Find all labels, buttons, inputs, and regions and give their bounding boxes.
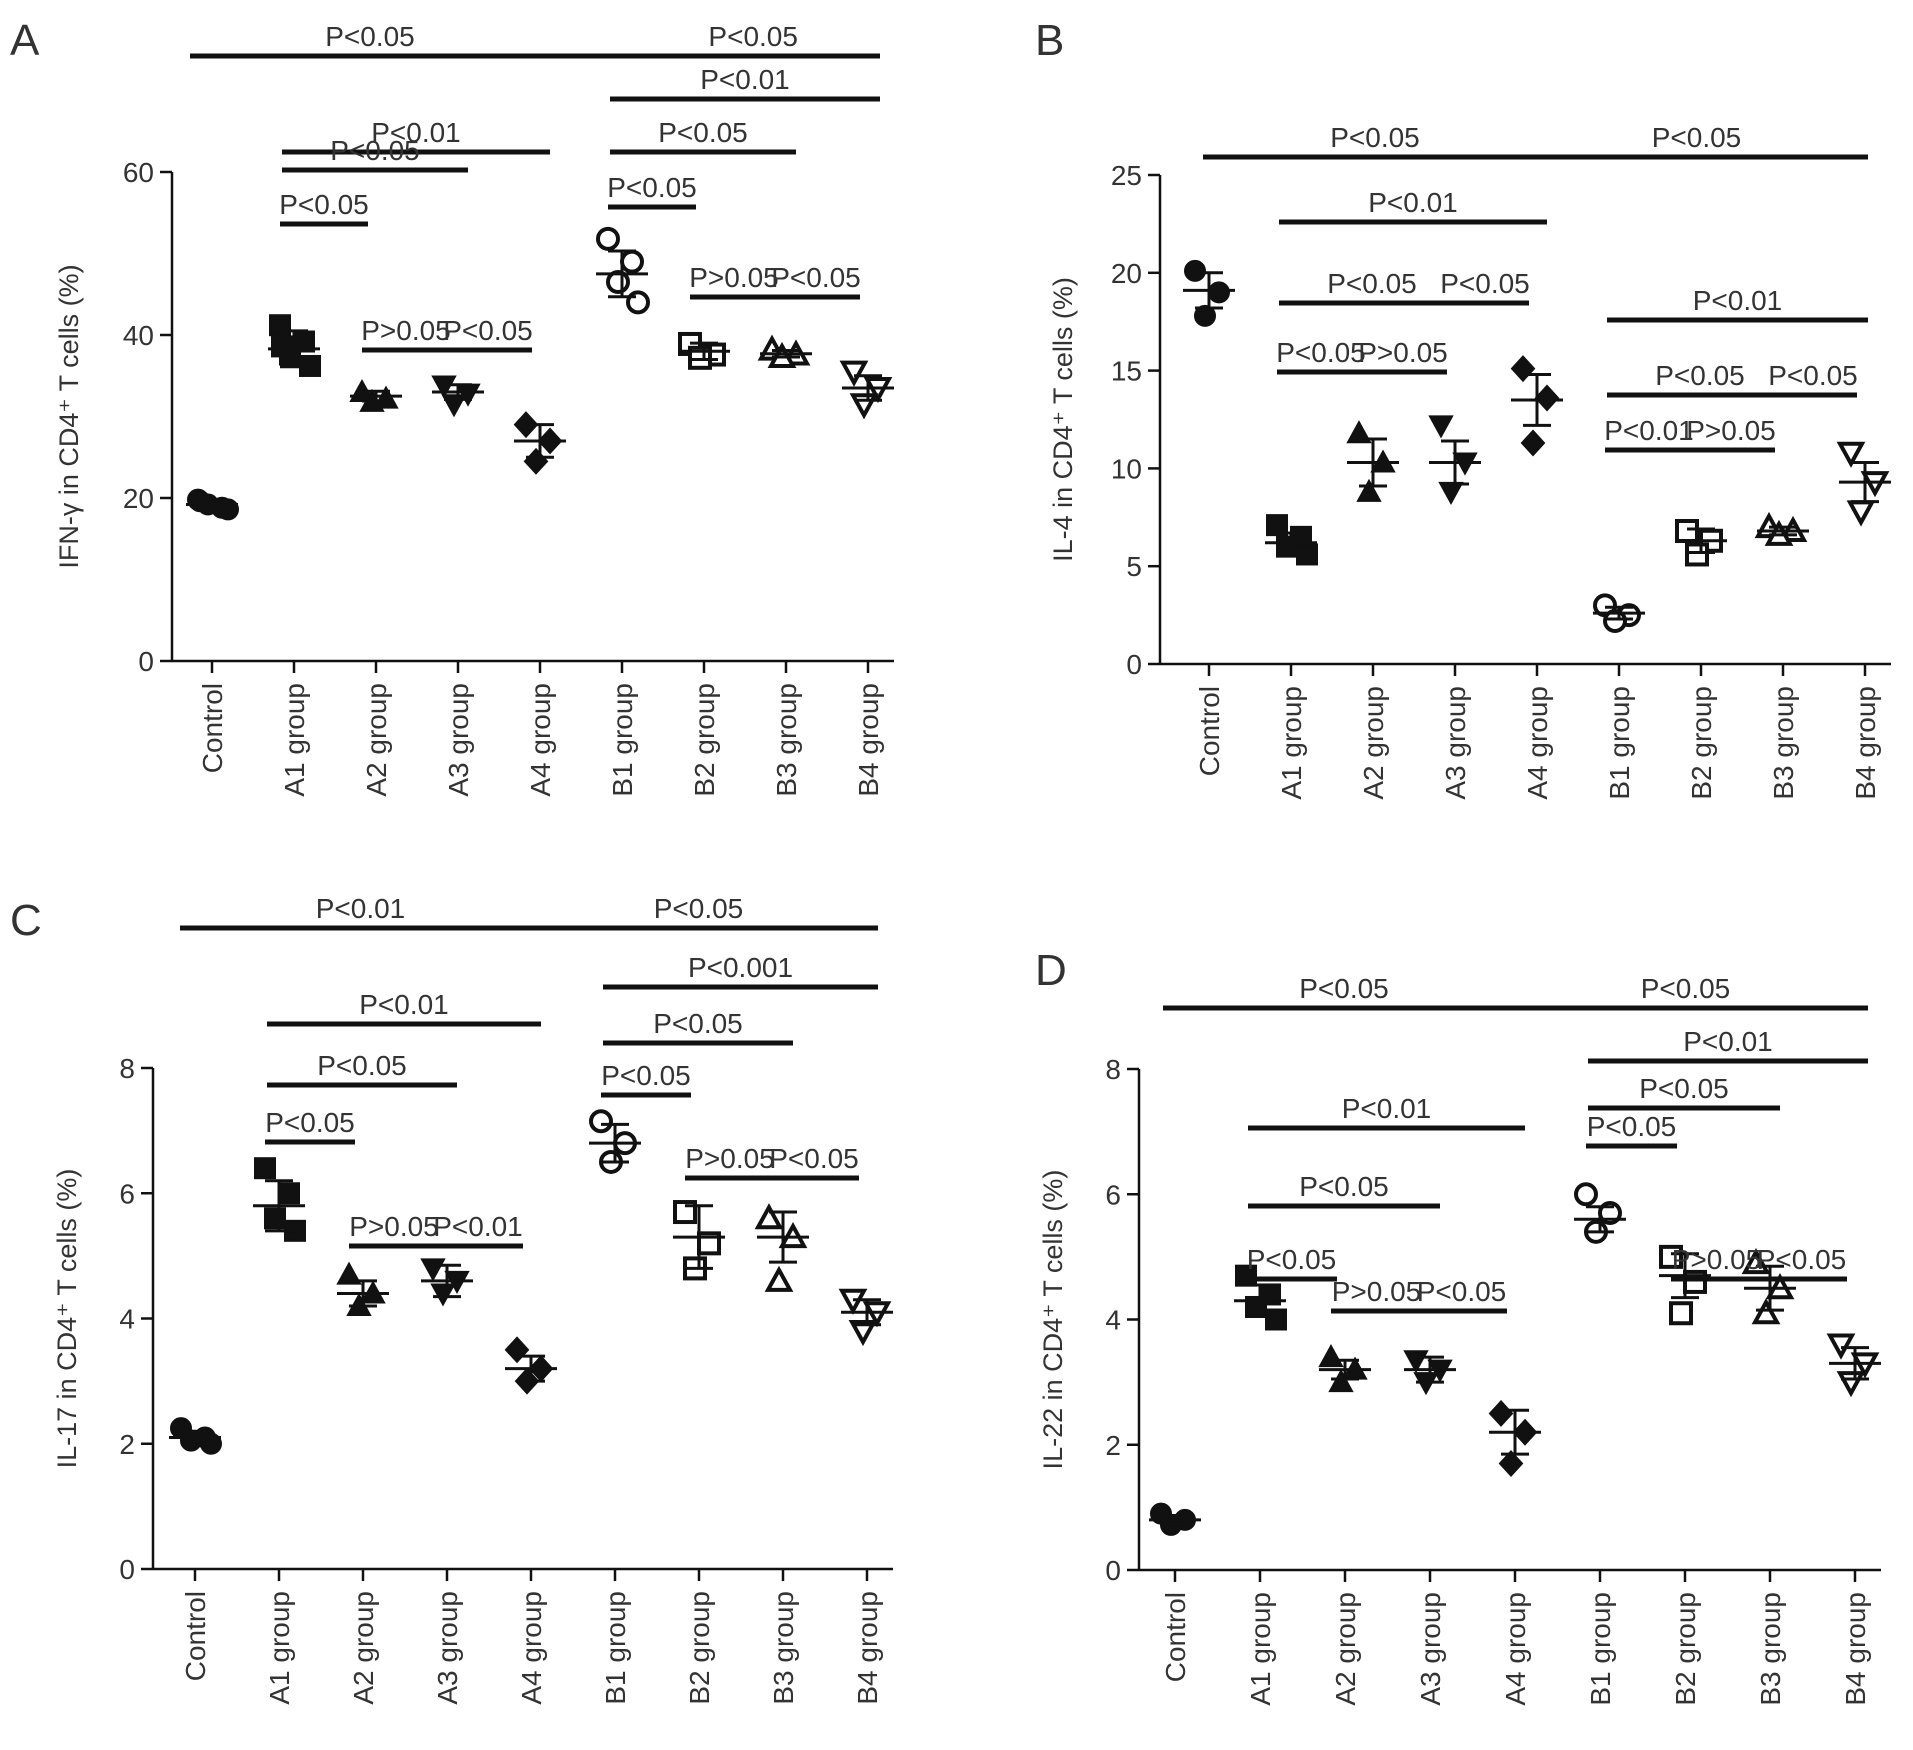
data-point	[1266, 1310, 1286, 1330]
significance-label: P<0.05	[653, 1008, 743, 1039]
significance-label: P>0.05	[361, 315, 451, 346]
panel-a	[10, 16, 894, 797]
group-2	[1265, 515, 1317, 564]
data-point	[279, 1183, 299, 1203]
x-category-label: A3 group	[1415, 1592, 1446, 1706]
x-category-label: B3 group	[1755, 1592, 1786, 1706]
group-9	[841, 1291, 893, 1342]
y-tick-label: 8	[1105, 1054, 1121, 1085]
significance-label: P<0.05	[1639, 1073, 1729, 1104]
significance-label: P<0.05	[1276, 337, 1366, 368]
x-category-label: A4 group	[1500, 1592, 1531, 1706]
group-7	[678, 334, 730, 368]
group-1	[186, 490, 238, 520]
data-point	[1536, 386, 1558, 410]
x-category-label: Control	[1194, 686, 1225, 777]
data-point	[768, 1270, 790, 1290]
significance-label: P<0.05	[325, 21, 415, 52]
data-point	[272, 336, 292, 356]
group-9	[1829, 1336, 1881, 1394]
y-tick-label: 0	[119, 1554, 135, 1585]
y-axis-label: IL-22 in CD4⁺ T cells (%)	[1038, 1169, 1068, 1470]
significance-label: P<0.05	[330, 135, 420, 166]
x-category-label: A2 group	[361, 683, 392, 797]
x-category-label: A2 group	[1330, 1592, 1361, 1706]
significance-label: P<0.01	[1692, 285, 1783, 316]
y-tick-label: 2	[1105, 1429, 1121, 1461]
significance-label: P<0.05	[771, 262, 861, 293]
significance-label: P<0.05	[279, 189, 369, 220]
group-2	[1234, 1266, 1286, 1330]
x-category-label: B1 group	[1604, 686, 1635, 800]
y-tick-label: 6	[119, 1178, 135, 1210]
group-1	[1149, 1504, 1201, 1535]
x-category-label: B4 group	[1840, 1592, 1871, 1706]
y-tick-label: 6	[1105, 1179, 1121, 1211]
data-point	[1576, 1184, 1596, 1204]
data-point	[525, 449, 547, 473]
group-9	[1839, 444, 1891, 523]
y-tick-label: 20	[122, 483, 154, 514]
x-category-label: B3 group	[771, 683, 802, 797]
x-category-label: A1 group	[1245, 1592, 1276, 1706]
group-5	[1489, 1401, 1541, 1475]
group-7	[673, 1202, 725, 1278]
data-point	[1320, 1346, 1342, 1366]
significance-label: P<0.05	[265, 1107, 355, 1138]
y-tick-label: 40	[122, 320, 154, 351]
significance-label: P<0.05	[1299, 973, 1389, 1004]
data-point	[1209, 282, 1229, 302]
group-3	[337, 1264, 389, 1315]
panel-letter: C	[10, 896, 42, 945]
data-point	[1358, 481, 1380, 501]
y-tick-label: 8	[119, 1053, 135, 1084]
x-category-label: B3 group	[1768, 686, 1799, 800]
significance-label: P<0.01	[359, 989, 449, 1020]
data-point	[1687, 544, 1707, 564]
significance-label: P>0.05	[1331, 1276, 1422, 1307]
x-category-label: Control	[180, 1591, 211, 1682]
significance-label: P<0.05	[317, 1050, 407, 1081]
significance-label: P>0.05	[1358, 337, 1448, 368]
panel-b	[1035, 16, 1891, 800]
y-axis-label: IFN-γ in CD4⁺ T cells (%)	[54, 264, 84, 569]
panel-letter: D	[1035, 946, 1067, 995]
data-point	[591, 1111, 611, 1131]
y-tick-label: 20	[1110, 257, 1142, 289]
group-2	[253, 1158, 305, 1241]
significance-label: P>0.05	[349, 1211, 439, 1242]
data-point	[265, 1208, 285, 1228]
significance-label: P<0.01	[700, 64, 790, 95]
significance-label: P>0.05	[1671, 1244, 1762, 1275]
significance-label: P<0.01	[1683, 1026, 1773, 1057]
x-category-label: B2 group	[689, 683, 720, 797]
significance-label: P<0.01	[1341, 1093, 1432, 1124]
data-point	[1840, 1373, 1862, 1393]
group-5	[505, 1338, 557, 1393]
data-point	[853, 395, 875, 415]
x-category-label: A2 group	[1358, 686, 1389, 800]
x-category-label: A1 group	[279, 683, 310, 797]
data-point	[1522, 431, 1544, 455]
y-axis-label: IL-17 in CD4⁺ T cells (%)	[52, 1168, 82, 1469]
data-point	[1297, 544, 1317, 564]
group-3	[350, 381, 402, 411]
group-9	[842, 363, 894, 416]
significance-label: P<0.05	[1246, 1244, 1337, 1275]
y-tick-label: 5	[1126, 551, 1142, 583]
panel-c	[10, 893, 893, 1705]
significance-label: P<0.05	[658, 117, 748, 148]
data-point	[1671, 1303, 1691, 1323]
data-point	[1830, 1336, 1852, 1356]
y-tick-label: 10	[1110, 453, 1142, 485]
significance-label: P<0.05	[769, 1143, 859, 1174]
significance-label: P<0.01	[1368, 187, 1458, 218]
significance-label: P<0.05	[1327, 268, 1417, 299]
data-point	[1850, 502, 1872, 522]
group-5	[1511, 357, 1563, 455]
x-category-label: B3 group	[768, 1591, 799, 1705]
data-point	[181, 1431, 201, 1451]
x-category-label: B1 group	[1585, 1592, 1616, 1706]
panel-letter: B	[1035, 16, 1065, 65]
group-1	[1183, 261, 1235, 326]
data-point	[622, 252, 642, 272]
data-point	[506, 1338, 528, 1362]
x-category-label: B2 group	[1670, 1592, 1701, 1706]
significance-label: P>0.05	[685, 1143, 775, 1174]
data-point	[1512, 357, 1534, 381]
group-6	[589, 1111, 641, 1172]
significance-label: P<0.001	[687, 952, 794, 983]
significance-label: P<0.05	[1768, 360, 1858, 391]
data-point	[843, 363, 865, 383]
x-category-label: B2 group	[684, 1591, 715, 1705]
group-8	[760, 339, 812, 366]
significance-label: P<0.01	[433, 1211, 523, 1242]
x-category-label: B1 group	[600, 1591, 631, 1705]
significance-label: P<0.05	[1440, 268, 1530, 299]
significance-label: P>0.05	[1686, 415, 1776, 446]
significance-label: P>0.05	[689, 262, 779, 293]
data-point	[432, 1284, 454, 1304]
group-4	[1404, 1351, 1456, 1393]
x-category-label: B1 group	[607, 683, 638, 797]
significance-label: P<0.05	[443, 315, 533, 346]
significance-label: P<0.05	[1299, 1171, 1389, 1202]
significance-label: P<0.01	[371, 117, 461, 148]
significance-label: P<0.05	[1640, 973, 1731, 1004]
significance-label: P<0.05	[653, 893, 744, 924]
x-category-label: A1 group	[264, 1591, 295, 1705]
y-tick-label: 60	[122, 157, 154, 188]
x-category-label: A1 group	[1276, 686, 1307, 800]
group-7	[1675, 521, 1727, 564]
x-category-label: B4 group	[853, 683, 884, 797]
data-point	[1677, 521, 1697, 541]
significance-label: P<0.05	[708, 21, 798, 52]
significance-label: P<0.01	[1604, 415, 1694, 446]
significance-label: P<0.05	[607, 172, 697, 203]
significance-label: P<0.05	[1586, 1111, 1677, 1142]
x-category-label: B2 group	[1686, 686, 1717, 800]
y-tick-label: 4	[119, 1303, 135, 1335]
significance-label: P<0.05	[1416, 1276, 1507, 1307]
significance-label: P<0.01	[315, 893, 406, 924]
data-point	[1440, 483, 1462, 503]
y-tick-label: 0	[1105, 1555, 1121, 1586]
x-category-label: Control	[1160, 1592, 1191, 1683]
y-tick-label: 25	[1110, 160, 1142, 191]
group-1	[169, 1418, 221, 1454]
group-8	[1757, 516, 1809, 544]
group-6	[1593, 595, 1645, 631]
x-category-label: B4 group	[852, 1591, 883, 1705]
x-category-label: A2 group	[348, 1591, 379, 1705]
group-8	[757, 1207, 809, 1290]
x-category-label: A3 group	[1440, 686, 1471, 800]
y-tick-label: 15	[1110, 355, 1142, 387]
significance-label: P<0.05	[1756, 1244, 1847, 1275]
significance-label: P<0.05	[601, 1060, 691, 1091]
y-tick-label: 2	[119, 1428, 135, 1460]
data-point	[1185, 261, 1205, 281]
significance-label: P<0.05	[1651, 122, 1742, 153]
group-6	[1574, 1184, 1626, 1242]
group-2	[268, 315, 320, 376]
data-point	[422, 1259, 444, 1279]
group-4	[432, 377, 484, 416]
group-3	[1319, 1346, 1371, 1391]
group-4	[421, 1259, 473, 1304]
y-tick-label: 0	[138, 646, 154, 677]
group-5	[514, 413, 566, 474]
x-category-label: A3 group	[432, 1591, 463, 1705]
x-category-label: B4 group	[1850, 686, 1881, 800]
data-point	[1840, 444, 1862, 464]
x-category-label: A4 group	[1522, 686, 1553, 800]
data-point	[1755, 1302, 1777, 1322]
x-category-label: A4 group	[516, 1591, 547, 1705]
data-point	[1430, 416, 1452, 436]
x-category-label: A4 group	[525, 683, 556, 797]
significance-label: P<0.05	[1330, 122, 1420, 153]
y-tick-label: 0	[1126, 649, 1142, 680]
x-category-label: Control	[197, 683, 228, 774]
y-axis-label: IL-4 in CD4⁺ T cells (%)	[1048, 277, 1078, 562]
data-point	[1490, 1401, 1512, 1425]
panel-d	[1035, 946, 1881, 1706]
data-point	[255, 1158, 275, 1178]
group-3	[1347, 422, 1399, 501]
group-4	[1429, 416, 1481, 503]
significance-label: P<0.05	[1655, 360, 1745, 391]
y-tick-label: 4	[1105, 1304, 1121, 1336]
group-6	[596, 229, 648, 313]
panel-letter: A	[10, 16, 40, 65]
x-category-label: A3 group	[443, 683, 474, 797]
data-point	[758, 1207, 780, 1227]
data-point	[598, 229, 618, 249]
